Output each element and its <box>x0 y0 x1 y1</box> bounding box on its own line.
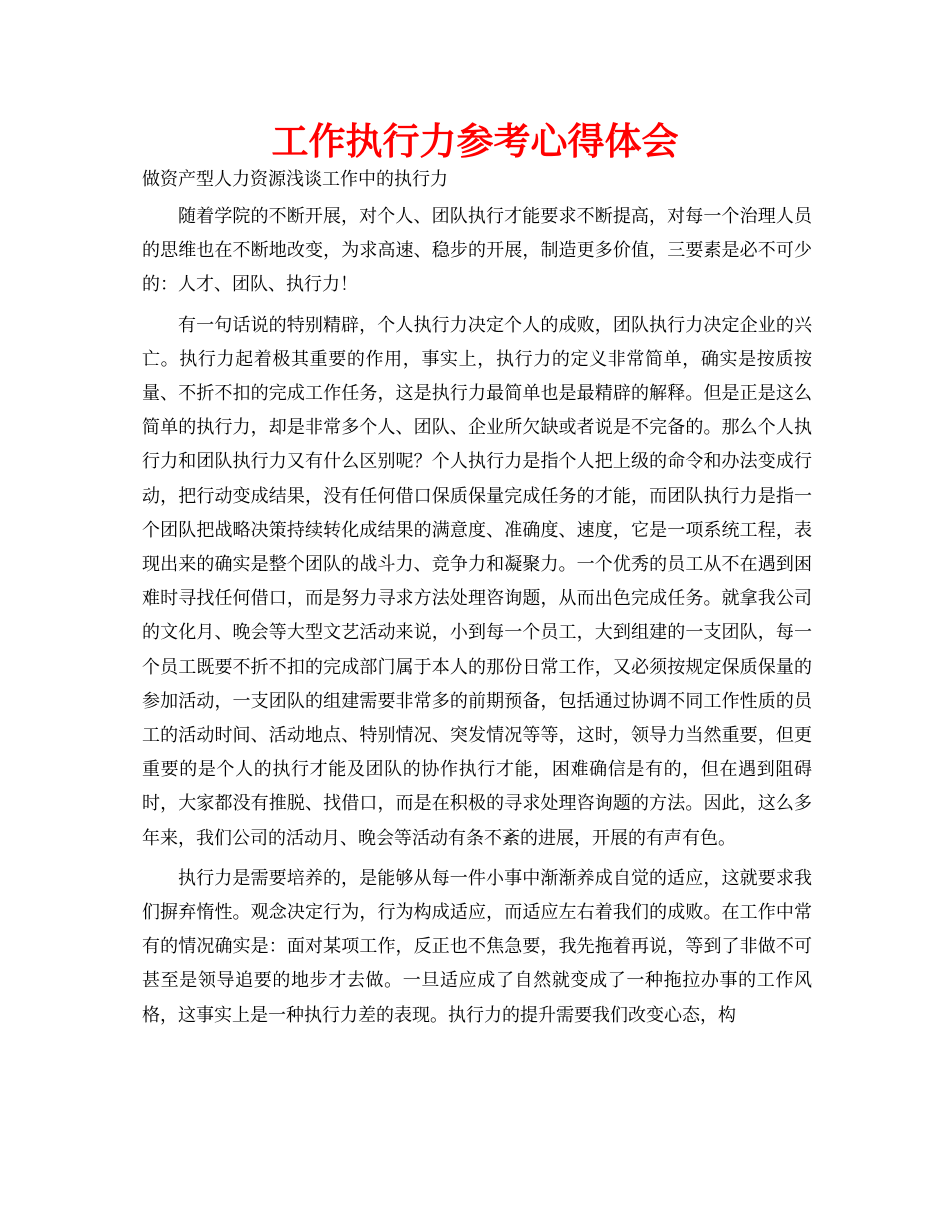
paragraph-2: 有一句话说的特别精辟，个人执行力决定个人的成败，团队执行力决定企业的兴亡。执行力起着极其重要的作用，事实上，执行力的定义非常简单，确实是按质按量、不折不扣的完成工作任务，这是执行力最简单也是最精辟的解释。但是正是这么简单的执行力，却是非常多个人、团队、企业所欠缺或者说是不完备的。那么个人执行力和团队执行力又有什么区别呢？个人执行力是指个人把上级的命令和办法变成行动，把行动变成结果，没有任何借口保质保量完成任务的才能，而团队执行力是指一个团队把战略决策持续转化成结果的满意度、准确度、速度，它是一项系统工程，表现出来的确实是整个团队的战斗力、竞争力和凝聚力。一个优秀的员工从不在遇到困难时寻找任何借口，而是努力寻求方法处理咨询题，从而出色完成任务。就拿我公司的文化月、晚会等大型文艺活动来说，小到每一个员工，大到组建的一支团队，每一个员工既要不折不扣的完成部门属于本人的那份日常工作，又必须按规定保质保量的参加活动，一支团队的组建需要非常多的前期预备，包括通过协调不同工作性质的员工的活动时间、活动地点、特别情况、突发情况等等，这时，领导力当然重要，但更重要的是个人的执行才能及团队的协作执行才能，困难确信是有的，但在遇到阻碍时，大家都没有推脱、找借口，而是在积极的寻求处理咨询题的方法。因此，这么多年来，我们公司的活动月、晚会等活动有条不紊的进展，开展的有声有色。 <box>142 314 812 849</box>
document-body <box>142 166 812 1033</box>
paragraph-3: 执行力是需要培养的，是能够从每一件小事中渐渐养成自觉的适应，这就要求我们摒弃惰性。观念决定行为，行为构成适应，而适应左右着我们的成败。在工作中常有的情况确实是：面对某项工作，反正也不焦急要，我先拖着再说，等到了非做不可甚至是领导追要的地步才去做。一旦适应成了自然就变成了一种拖拉办事的工作风格，这事实上是一种执行力差的表现。执行力的提升需要我们改变心态，构 <box>142 867 812 1026</box>
document-title: 工作执行力参考心得体会 <box>271 120 679 163</box>
document-subtitle: 做资产型人力资源浅谈工作中的执行力 <box>142 169 448 190</box>
paragraph-1: 随着学院的不断开展，对个人、团队执行才能要求不断提高，对每一个治理人员的思维也在不断地改变，为求高速、稳步的开展，制造更多价值，三要素是必不可少的：人才、团队、执行力！ <box>142 206 812 296</box>
